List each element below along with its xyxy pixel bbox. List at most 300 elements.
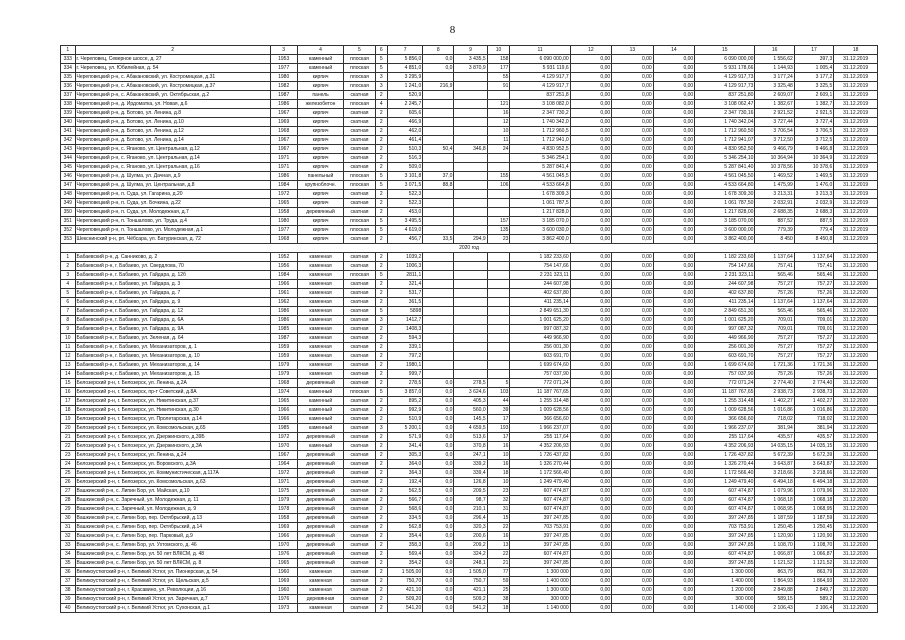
table-cell: 0,00 [653, 523, 695, 532]
table-cell: 709,01 [794, 325, 833, 334]
table-cell: 797,2 [387, 352, 422, 361]
table-cell: 2 [375, 433, 387, 442]
table-cell: 3 712,5 [794, 136, 833, 145]
table-cell: 31.12.2020 [834, 388, 878, 397]
column-number-header-row [61, 46, 878, 55]
table-cell: 5 931 119,6 [510, 64, 570, 73]
table-cell: 1 016,86 [755, 406, 794, 415]
table-cell: 1 172 566,40 [510, 469, 570, 478]
table-cell: 4 851,0 [387, 64, 422, 73]
table-cell: 2 [375, 253, 387, 262]
table-cell: 24 [61, 460, 76, 469]
table-cell: 0,00 [653, 433, 695, 442]
table-cell: 1972 [270, 190, 297, 199]
table-cell: 607 474,87 [695, 496, 755, 505]
table-cell: 0,00 [612, 415, 654, 424]
table-cell: 0,00 [570, 181, 612, 190]
table-cell: 31.12.2020 [834, 487, 878, 496]
table-cell: 0,00 [570, 127, 612, 136]
table-cell: 1 250,45 [755, 523, 794, 532]
table-cell [423, 280, 454, 289]
table-cell: 0,00 [570, 82, 612, 91]
table-cell: 1966 [270, 280, 297, 289]
table-cell: 0,0 [423, 541, 454, 550]
table-cell: 0,00 [612, 316, 654, 325]
table-cell: 2 231 323,11 [510, 271, 570, 280]
table-cell: 4 129 917,73 [695, 82, 755, 91]
table-cell: 1 066,87 [755, 550, 794, 559]
table-cell: 0,00 [653, 325, 695, 334]
table-cell: Белозерский р-н, г. Белозерск, пр-т Советский, д.8А [75, 388, 270, 397]
table-cell: 366 656,60 [695, 415, 755, 424]
table-cell [423, 352, 454, 361]
table-cell: 0,00 [612, 604, 654, 613]
table-cell: 1953 [270, 55, 297, 64]
table-cell: 2 [375, 460, 387, 469]
table-cell: 0,00 [653, 568, 695, 577]
table-cell: 1959 [270, 352, 297, 361]
table-cell: скатная [344, 478, 375, 487]
table-cell: 0,00 [653, 316, 695, 325]
table-cell: 0,00 [653, 298, 695, 307]
table-cell: Бабаевский р-н, г. Бабаево, ул. Механизаторов, д. 10 [75, 352, 270, 361]
table-cell [454, 163, 487, 172]
table-cell [454, 154, 487, 163]
table-cell: 1 678 309,30 [695, 190, 755, 199]
table-cell: 1 382,7 [794, 100, 833, 109]
table-cell: 1986 [270, 172, 297, 181]
table-cell [454, 325, 487, 334]
table-row [61, 541, 878, 550]
table-cell: 0,00 [653, 163, 695, 172]
table-cell: 0,00 [653, 514, 695, 523]
table-cell: 1984 [270, 181, 297, 190]
column-number-header: 4 [297, 46, 344, 55]
table-cell: 4 [61, 280, 76, 289]
table-cell: деревянный [297, 514, 344, 523]
table-cell: Бабаевский р-н, г. Бабаево, ул. Гайдара, д. 9 [75, 298, 270, 307]
table-cell: Вашкинский р-н, с. Заречный, ул. Молодежная, д. 11 [75, 496, 270, 505]
table-cell: 339 [61, 109, 76, 118]
table-cell: 0,00 [570, 100, 612, 109]
table-cell: 565,46 [755, 271, 794, 280]
table-cell: 757,27 [794, 334, 833, 343]
table-cell: 1976 [270, 595, 297, 604]
table-cell [487, 253, 510, 262]
table-cell: 887,52 [755, 217, 794, 226]
table-cell: Вашкинский р-н, с. Липин Бор, ул. Майская, д.10 [75, 487, 270, 496]
table-cell: 1 476,0 [794, 181, 833, 190]
table-cell: 26 [61, 478, 76, 487]
table-cell: 2 [375, 370, 387, 379]
table-cell: 335 [61, 73, 76, 82]
table-row [61, 406, 878, 415]
table-cell: 209,5 [454, 487, 487, 496]
table-cell: 2 921,5 [794, 109, 833, 118]
table-cell: 402 637,80 [510, 289, 570, 298]
table-cell: 0,00 [653, 505, 695, 514]
table-cell: Череповецкий р-н, д. Шулма, ул. Дачная, д.9 [75, 172, 270, 181]
table-cell: 0,00 [570, 199, 612, 208]
table-cell: скатная [344, 352, 375, 361]
table-cell: 1 068,18 [794, 496, 833, 505]
table-cell: 0,00 [570, 298, 612, 307]
table-cell: кирпич [297, 190, 344, 199]
table-cell: кирпич [297, 127, 344, 136]
table-cell: 21 [487, 559, 510, 568]
table-cell: 1 726 437,82 [510, 451, 570, 460]
table-row [61, 532, 878, 541]
table-cell: 510,3 [387, 145, 422, 154]
table-cell: Череповецкий р-н, д. Ботово, ул. Ленина, д.10 [75, 118, 270, 127]
table-cell: каменная [297, 586, 344, 595]
table-cell: 349 [61, 199, 76, 208]
table-cell: 0,00 [612, 433, 654, 442]
table-cell: 1987 [270, 334, 297, 343]
table-row [61, 595, 878, 604]
table-cell: 1 300 000 [510, 568, 570, 577]
table-cell: скатная [344, 406, 375, 415]
table-cell: 1006,3 [387, 262, 422, 271]
table-cell: каменный [297, 415, 344, 424]
table-cell: 1 009 628,56 [695, 406, 755, 415]
table-cell: 603 691,70 [510, 352, 570, 361]
table-cell: деревянный [297, 451, 344, 460]
table-cell: 1 678 309,3 [510, 190, 570, 199]
table-cell: 0,0 [423, 433, 454, 442]
table-cell: Череповецкий р-н, п. Суда, ул. Гагарина, д.20 [75, 190, 270, 199]
table-cell: скатная [344, 145, 375, 154]
table-cell: 0,00 [653, 388, 695, 397]
column-number-header: 2 [75, 46, 270, 55]
table-cell: каменная [297, 262, 344, 271]
table-cell: 3 325,48 [755, 82, 794, 91]
table-cell: 2 [375, 325, 387, 334]
column-number-header: 10 [487, 46, 510, 55]
table-cell: 0,00 [612, 199, 654, 208]
table-cell: 5898 [387, 307, 422, 316]
table-cell [487, 325, 510, 334]
table-cell: 402 637,80 [695, 289, 755, 298]
table-cell [423, 289, 454, 298]
table-cell: 1 255 314,48 [510, 397, 570, 406]
table-cell: 103 [487, 388, 510, 397]
table-cell: деревянный [297, 523, 344, 532]
table-cell: скатная [344, 127, 375, 136]
table-cell: Череповецкий р-н, п. Тоншалово, ул. Молодежная, д.1 [75, 226, 270, 235]
table-cell [487, 352, 510, 361]
table-cell: 366 656,60 [510, 415, 570, 424]
table-cell: скатная [344, 343, 375, 352]
table-cell: 2 231 323,11 [695, 271, 755, 280]
table-cell: 15 [487, 514, 510, 523]
table-cell: 1 009 628,56 [510, 406, 570, 415]
table-cell [423, 190, 454, 199]
table-cell: 31.12.2020 [834, 460, 878, 469]
table-cell: 0,00 [570, 604, 612, 613]
table-cell: 1 187,59 [755, 514, 794, 523]
table-row [61, 172, 878, 181]
table-cell: 0,00 [570, 505, 612, 514]
table-cell: 0,0 [423, 577, 454, 586]
table-cell: 1 721,36 [794, 361, 833, 370]
table-cell: 1967 [270, 136, 297, 145]
table-cell: 887,5 [794, 217, 833, 226]
table-cell: 294,9 [454, 235, 487, 244]
table-cell: 0,00 [612, 235, 654, 244]
table-cell: Великоустюгский р-н, г. Великий Устюг, ул. Заречная, д.7 [75, 595, 270, 604]
table-cell: 397 247,85 [510, 514, 570, 523]
table-cell: 0,00 [612, 397, 654, 406]
table-cell: 23 [487, 487, 510, 496]
table-cell: 757 037,90 [695, 370, 755, 379]
table-cell: 0,00 [653, 145, 695, 154]
table-cell: 1039,2 [387, 253, 422, 262]
table-cell: Череповецкий р-н, п. Суда, ул. Бочкина, д.22 [75, 199, 270, 208]
table-cell: 0,00 [653, 451, 695, 460]
table-cell: 31.12.2019 [834, 190, 878, 199]
table-cell: 520,9 [387, 91, 422, 100]
table-cell: 31.12.2020 [834, 523, 878, 532]
table-cell: Череповецкий р-н, с. Абакановский, ул. Костромицкая, д.37 [75, 82, 270, 91]
table-cell: 1 217 828,0 [510, 208, 570, 217]
table-cell: 0,00 [653, 55, 695, 64]
table-cell [454, 190, 487, 199]
table-cell: 1962 [270, 298, 297, 307]
table-row [61, 577, 878, 586]
table-cell: 2 [375, 208, 387, 217]
table-cell: 456,7 [387, 235, 422, 244]
table-row [61, 343, 878, 352]
table-cell: 3 218,66 [755, 469, 794, 478]
table-cell: 1 699 674,60 [695, 361, 755, 370]
table-cell: Череповецкий р-н, п. Тоншалово, ул. Труда, д.4 [75, 217, 270, 226]
table-cell: 1976 [270, 550, 297, 559]
table-cell: 0,0 [423, 532, 454, 541]
table-cell [423, 154, 454, 163]
table-cell: 1982 [270, 82, 297, 91]
table-cell: 0,0 [423, 379, 454, 388]
table-cell: 1979 [270, 496, 297, 505]
table-cell: 0,00 [612, 514, 654, 523]
table-cell: 0,00 [612, 100, 654, 109]
table-cell: 364,0 [387, 460, 422, 469]
table-cell: 0,00 [653, 550, 695, 559]
table-row [61, 496, 878, 505]
table-cell: 31.12.2020 [834, 595, 878, 604]
table-cell [423, 307, 454, 316]
table-cell: 0,00 [570, 172, 612, 181]
table-cell: 397 247,85 [510, 541, 570, 550]
table-cell: 0,00 [570, 424, 612, 433]
table-cell: 757,26 [794, 370, 833, 379]
table-cell: 0,00 [570, 550, 612, 559]
table-cell: 1985 [270, 424, 297, 433]
table-cell: 757 037,90 [510, 370, 570, 379]
table-cell: 0,00 [653, 442, 695, 451]
table-cell: 397 247,85 [695, 559, 755, 568]
table-cell [423, 370, 454, 379]
table-cell: 0,00 [653, 235, 695, 244]
table-cell: скатная [344, 154, 375, 163]
table-cell: 2 [375, 343, 387, 352]
table-cell: Череповецкий р-н, с. Абакановский, ул. Октябрьская, д.2 [75, 91, 270, 100]
table-cell: 0,00 [612, 541, 654, 550]
table-row [61, 145, 878, 154]
table-cell: 2 [375, 505, 387, 514]
table-cell: 1 066,87 [794, 550, 833, 559]
table-cell: 244 607,98 [695, 280, 755, 289]
table-cell: плоская [344, 73, 375, 82]
table-cell [423, 217, 454, 226]
table-cell: 0,00 [612, 127, 654, 136]
table-cell: 2 [375, 352, 387, 361]
table-cell: скатная [344, 469, 375, 478]
table-cell: 718,02 [794, 415, 833, 424]
table-cell: 2 938,73 [794, 388, 833, 397]
table-cell: 348 [61, 190, 76, 199]
table-cell: 541,2 [454, 604, 487, 613]
table-cell: 0,0 [423, 424, 454, 433]
table-cell: 31.12.2020 [834, 271, 878, 280]
table-row [61, 469, 878, 478]
table-cell: 334 [61, 64, 76, 73]
table-cell: 1 400 000 [510, 577, 570, 586]
table-row [61, 262, 878, 271]
table-cell: 0,00 [653, 460, 695, 469]
table-cell: 0,0 [423, 469, 454, 478]
table-cell: 31.12.2019 [834, 118, 878, 127]
table-cell: г. Череповец, Северное шоссе, д. 27 [75, 55, 270, 64]
table-cell: 31.12.2020 [834, 550, 878, 559]
table-cell: 1966 [270, 406, 297, 415]
table-cell: 3 624,6 [454, 388, 487, 397]
table-cell: 1968 [270, 235, 297, 244]
table-cell: скатная [344, 118, 375, 127]
column-number-header: 6 [375, 46, 387, 55]
table-cell: скатная [344, 298, 375, 307]
table-cell: 1 966 237,07 [695, 424, 755, 433]
table-cell [487, 361, 510, 370]
table-cell: 31.12.2020 [834, 496, 878, 505]
table-cell: 135 [487, 226, 510, 235]
table-cell: скатная [344, 208, 375, 217]
table-cell: 754 147,66 [510, 262, 570, 271]
table-cell: 44 [487, 397, 510, 406]
table-cell: 1 300 000 [510, 586, 570, 595]
table-cell: 3 325,5 [794, 82, 833, 91]
table-cell: 2 [375, 91, 387, 100]
table-cell: 0,00 [570, 253, 612, 262]
table-cell: 569,4 [387, 550, 422, 559]
table-cell: 17 [487, 433, 510, 442]
table-cell: 3 [375, 424, 387, 433]
table-cell: 1 [61, 253, 76, 262]
table-cell: 449 966,90 [510, 334, 570, 343]
table-cell: 0,00 [612, 208, 654, 217]
table-cell: 0,00 [653, 469, 695, 478]
table-cell: Белозерский р-н, г. Белозерск, ул. Дзержинского, д.3А [75, 442, 270, 451]
table-cell: 0,00 [570, 397, 612, 406]
table-cell: Череповецкий р-н, с. Яганово, ул. Центральная, д.12 [75, 145, 270, 154]
table-cell: 31.12.2020 [834, 334, 878, 343]
table-cell: 3 727,44 [755, 118, 794, 127]
table-cell: 5 [375, 181, 387, 190]
table-cell: 565,46 [794, 307, 833, 316]
table-cell: 992,9 [387, 406, 422, 415]
table-cell [487, 262, 510, 271]
table-cell: 21 [61, 433, 76, 442]
table-cell: 0,00 [570, 352, 612, 361]
table-cell: 1 061 787,5 [510, 199, 570, 208]
table-cell: 1 108,70 [794, 541, 833, 550]
table-cell: Великоустюгский р-н, г. Красавино, ул. Революции, д.16 [75, 586, 270, 595]
table-cell: 411 235,14 [510, 298, 570, 307]
table-cell: 757,27 [794, 280, 833, 289]
table-cell: 20 [61, 424, 76, 433]
table-cell: 339,1 [387, 343, 422, 352]
table-cell: каменный [297, 388, 344, 397]
table-cell: 31.12.2020 [834, 370, 878, 379]
table-cell: деревянный [297, 379, 344, 388]
table-cell: 1 726 437,82 [695, 451, 755, 460]
table-cell: 1967 [270, 109, 297, 118]
table-cell: 2 849,7 [794, 586, 833, 595]
table-cell: 59 [487, 577, 510, 586]
table-row [61, 307, 878, 316]
column-number-header: 16 [755, 46, 794, 55]
table-cell: Бабаевский р-н, г. Бабаево, ул. Механизаторов, д. 14 [75, 361, 270, 370]
table-row [61, 280, 878, 289]
table-cell: 2 [375, 298, 387, 307]
table-cell: скатная [344, 505, 375, 514]
table-cell: скатная [344, 163, 375, 172]
table-cell: каменный [297, 397, 344, 406]
table-cell [423, 136, 454, 145]
table-cell: 11 [487, 136, 510, 145]
table-cell: 589,2 [794, 595, 833, 604]
table-cell: 0,00 [653, 73, 695, 82]
table-cell [423, 118, 454, 127]
table-cell: 31.12.2020 [834, 280, 878, 289]
table-cell [454, 280, 487, 289]
table-cell: 31.12.2020 [834, 253, 878, 262]
table-cell: 0,00 [570, 487, 612, 496]
table-cell [454, 73, 487, 82]
table-row [61, 235, 878, 244]
table-cell: 31.12.2019 [834, 109, 878, 118]
table-cell: 31.12.2019 [834, 55, 878, 64]
table-cell: 0,00 [570, 523, 612, 532]
table-cell: 560,0 [454, 406, 487, 415]
table-cell: 1 068,18 [755, 496, 794, 505]
table-cell: 4 352 206,93 [695, 442, 755, 451]
table-cell: 0,00 [570, 217, 612, 226]
table-cell: Череповецкий р-н, п. Суда, ул. Молодежная, д.7 [75, 208, 270, 217]
table-cell: 0,00 [653, 172, 695, 181]
table-cell: 37 [61, 577, 76, 586]
table-cell: Вашкинский р-н, с. Липин Бор, ул. 50 лет ВЛКСМ, д. 8 [75, 559, 270, 568]
table-cell: кирпич [297, 82, 344, 91]
table-cell: 863,79 [794, 568, 833, 577]
table-cell: 0,00 [612, 352, 654, 361]
table-cell: каменная [297, 361, 344, 370]
table-cell: 2 [375, 577, 387, 586]
table-cell: 0,00 [570, 379, 612, 388]
table-cell: 0,00 [612, 91, 654, 100]
table-cell: 0,0 [423, 487, 454, 496]
table-cell: 3 101,8 [387, 172, 422, 181]
